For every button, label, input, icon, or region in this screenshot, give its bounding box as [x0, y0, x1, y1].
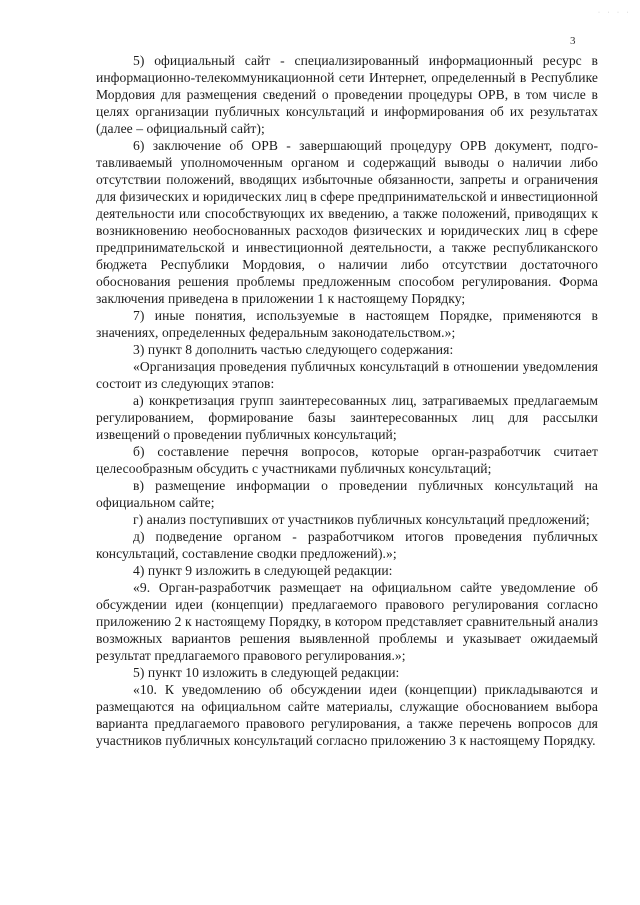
- paragraph-other-terms: 7) иные понятия, используемые в настоящем Порядке, применяются в значениях, определенных федеральным законодательством.»;: [96, 308, 598, 340]
- paragraph-item-9-amend: 4) пункт 9 изложить в следующей редакции:: [133, 563, 393, 578]
- paragraph-item-10-text: «10. К уведомлению об обсуждении идеи (концепции) прикладываются и размещаются на официальном сайте материалы, служащие обоснованием выбора варианта предлагаемого правового регулирования, а также перечень вопросов для участников публичных консультаций согласно приложению 3 к настоящему Порядку.: [96, 682, 598, 748]
- paragraph-stage-a: а) конкретизация групп заинтересованных лиц, затрагиваемых предлагаемым регулированием, формирование базы заинтересованных лиц для рассылки извещений о проведении публичных консультаций;: [96, 393, 598, 442]
- paragraph-item-8-amend: 3) пункт 8 дополнить частью следующего содержания:: [133, 342, 454, 357]
- paragraph-item-10-amend: 5) пункт 10 изложить в следующей редакции:: [133, 665, 400, 680]
- paragraph-orv-conclusion: 6) заключение об ОРВ - завершающий процедуру ОРВ документ, подготавливаемый уполномоченным органом и содержащий выводы о наличии либо отсутствии положений, вводящих избыточные обязанности, запреты и ограничения для физических и юридических лиц в сфере предпринимательской и инвестиционной деятельности или способствующих их введению, а также положений, приводящих к возникновению необоснованных расходов физических и юридических лиц в сфере предпринимательской и инвестиционной деятельности, а также республиканского бюджета Республики Мордовия, о наличии либо отсутствии достаточного обоснования решения проблемы предложенным способом регулирования. Форма заключения приведена в приложении 1 к настоящему Порядку;: [96, 138, 598, 306]
- document-body: [96, 52, 598, 749]
- page-number: 3: [570, 35, 576, 47]
- paragraph-consultation-stages: «Организация проведения публичных консультаций в отношении уведомления состоит из следующих этапов:: [96, 359, 598, 391]
- paragraph-stage-d: г) анализ поступивших от участников публичных консультаций предложений;: [133, 512, 590, 527]
- paragraph-stage-e: д) подведение органом - разработчиком итогов проведения публичных консультаций, составление сводки предложений).»;: [96, 529, 598, 561]
- scan-specks: · · · ·: [598, 10, 632, 16]
- paragraph-stage-c: в) размещение информации о проведении публичных консультаций на официальном сайте;: [96, 478, 598, 510]
- paragraph-stage-b: б) составление перечня вопросов, которые орган-разработчик считает целесообразным обсудить с участниками публичных консультаций;: [96, 444, 598, 476]
- paragraph-item-9-text: «9. Орган-разработчик размещает на официальном сайте уведомление об обсуждении идеи (концепции) предлагаемого правового регулирования согласно приложению 2 к настоящему Порядку, в котором представляет сравнительный анализ возможных вариантов решения выявленной проблемы и указывает ожидаемый результат предлагаемого правового регулирования.»;: [96, 580, 598, 663]
- paragraph-official-site: 5) официальный сайт - специализированный информационный ресурс в информационно-телекоммуникационной сети Интернет, определенный в Республике Мордовия для размещения сведений о проведении процедуры ОРВ, в том числе в целях организации публичных консультаций и информирования об их результатах (далее – официальный сайт);: [96, 53, 598, 136]
